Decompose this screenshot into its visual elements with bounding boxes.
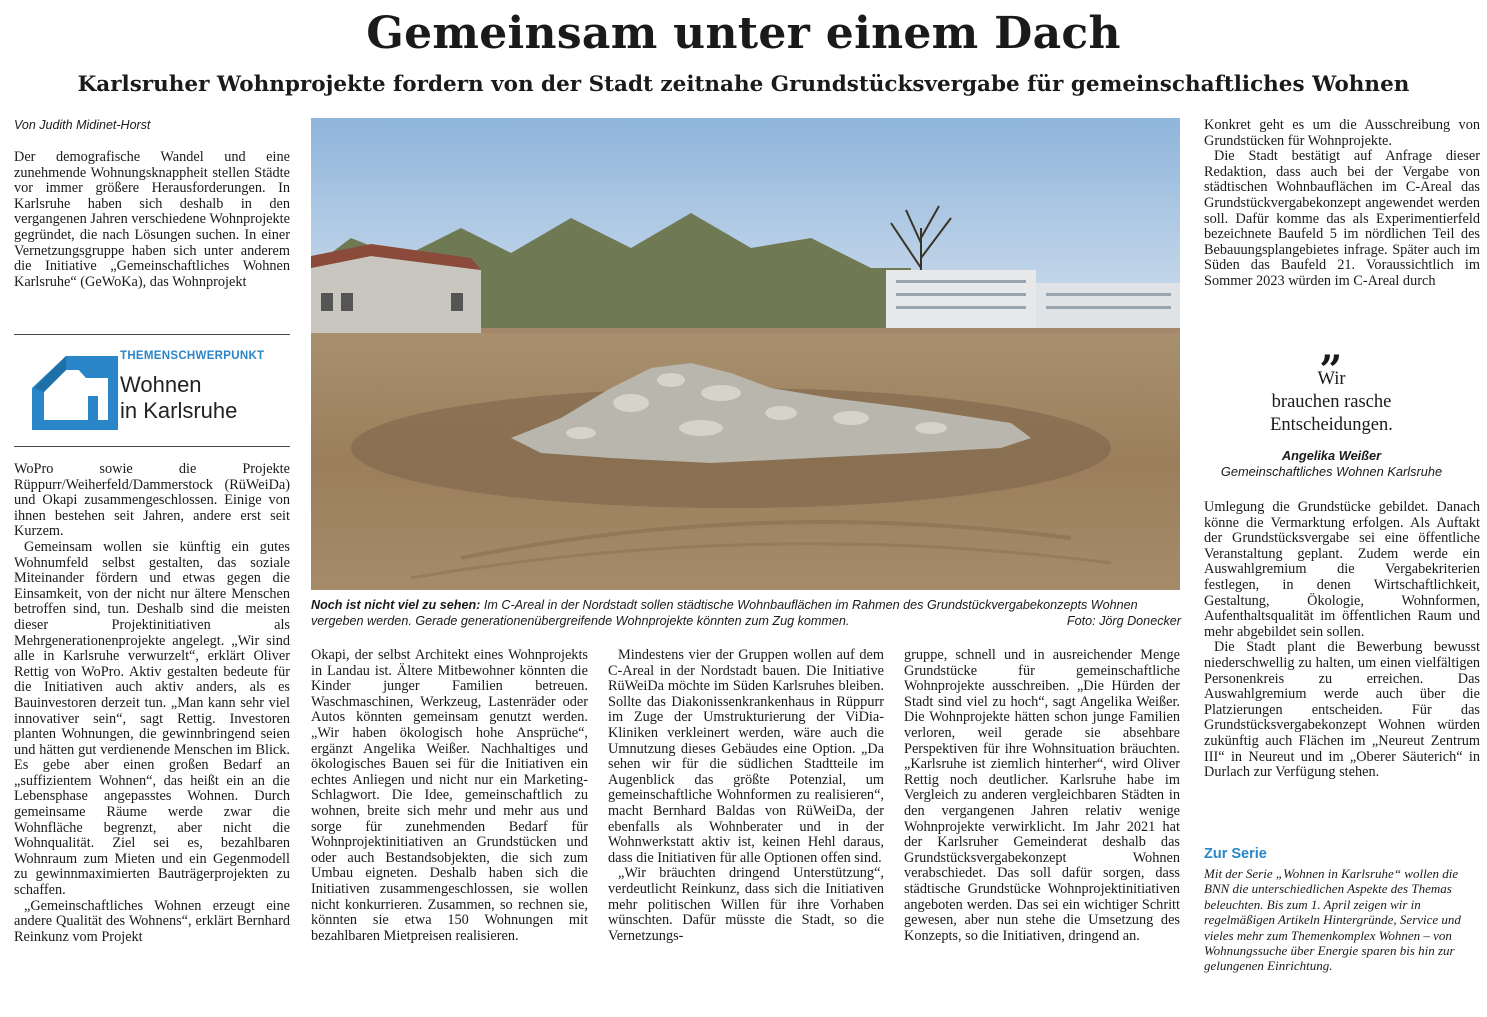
paragraph: Gemeinsam wollen sie künftig ein gutes Wohnumfeld selbst gestalten, das soziale Miteinander fördern und etwas gegen die Einsamkeit, von der nicht nur ältere Menschen betroffen sind, tun. Deshalb sind die meisten dieser Projektinitiativen als Mehrgenerationenprojekte angelegt. „Wir sind alle in Karlsruhe verwurzelt“, erklärt Oliver Rettig von WoPro. Aktiv gestalten bedeute für die Initiativen auch aktiv anders, als es Bauinvestoren derzeit tun. „Man kann sehr viel innovativer sein“, sagt Rettig. Investoren planten Wohnungen, die gewinnbringend seien und hätten gut verdienende Menschen im Blick. Es gebe aber einen großen Bedarf an „suffizientem Wohnen“, das heißt ein an die Lebensphase angepasstes Wohnen. Durch gemeinsame Räume werde zwar die Wohnfläche begrenzt, aber nicht die Wohnqualität. Ziel sei es, bezahlbaren Wohnraum zum Mieten und ein Gegenmodell zu gewinnmaximierten Bauträgerprojekten zu schaffen. (14, 538, 290, 899)
byline: Von Judith Midinet-Horst (14, 118, 151, 132)
paragraph: Mindestens vier der Gruppen wollen auf dem C-Areal in der Nordstadt bauen. Die Initiative RüWeiDa möchte im Süden Karlsruhes bleiben. Sollte das Diakonissenkrankenhaus in Rüppurr im Zuge der Umstrukturierung der ViDia-Kliniken verkleinert werden, wäre auch die Umnutzung dieses Gebäudes eine Option. „Da sehen wir für die südlichen Stadtteile im Augenblick das größte Potenzial, um gemeinschaftliche Wohnformen zu realisieren“, macht Bernhard Baldas von RüWeiDa, der ebenfalls als Wohnberater und in der Wohnwerkstatt aktiv ist, keinen Hehl daraus, dass die Initiativen für alle Optionen offen sind. (608, 647, 884, 866)
column-2 (311, 648, 588, 944)
paragraph: Die Stadt plant die Bewerbung bewusst niederschwellig zu halten, um einen vielfältigen Personenkreis zu erreichen. Das Auswahlgremium werde auch über die Platzierungen entscheiden. Für das Grundstücksvergabekonzept Wohnen würden zukünftig auch Flächen im „Neureut Zentrum III“ in Neureut und im „Oberer Säuterich“ in Durlach zur Verfügung stehen. (1204, 639, 1480, 781)
paragraph: Okapi, der selbst Architekt eines Wohnprojekts in Landau ist. Ältere Mitbewohner könnten die Kinder junger Familien betreuen. Waschmaschinen, Werkzeug, Lastenräder oder Autos könnten gemeinsam genutzt werden. „Wir haben ökologisch hohe Ansprüche“, ergänzt Angelika Weißer. Nachhaltiges und ökologisches Bauen sei für die Initiativen ein echtes Anliegen und nicht nur ein Marketing-Schlagwort. Die Idee, gemeinschaftlich zu wohnen, breite sich mehr und mehr aus und sorge für zunehmenden Bedarf für Wohnprojektinitiativen an Grundstücken und oder auch Bestandsobjekten, die sich zum Umbau eigneten. Deshalb haben sich die Initiativen zusammengeschlossen, sie wollen nicht konkurrieren. Zusammen, so rechnen sie, könnten sie etwa 150 Wohnungen mit bezahlbaren Mietpreisen realisieren. (311, 647, 588, 944)
quote-line: brauchen rasche (1271, 392, 1392, 412)
construction-site-photo (311, 118, 1180, 590)
photo-caption (311, 598, 1181, 629)
column-1-top (14, 150, 290, 290)
column-4 (904, 648, 1180, 944)
paragraph: Die Stadt bestätigt auf Anfrage dieser Redaktion, dass auch bei der Vergabe von städtischen Wohnbauflächen im C-Areal das Grundstückvergabekonzept angewendet werden soll. Dafür komme das als Experimentierfeld bezeichnete Baufeld 5 im nördlichen Teil des Bebauungsplangebietes infrage. Später auch im Süden das Baufeld 21. Voraussichtlich im Sommer 2023 würden im C-Areal durch (1204, 148, 1480, 289)
divider (14, 446, 290, 447)
paragraph: Konkret geht es um die Ausschreibung von Grundstücken für Wohnprojekte. (1204, 117, 1480, 149)
column-3 (608, 648, 884, 944)
theme-title-line: in Karlsruhe (120, 398, 238, 423)
quote-affiliation: Gemeinschaftliches Wohnen Karlsruhe (1220, 464, 1443, 479)
paragraph: „Wir bräuchten dringend Unterstützung“, verdeutlicht Reinkunz, dass sich die Initiativen mehr politischen Willen für ihre Vorhaben wünschten. Dafür müsste die Stadt, so die Vernetzungs- (608, 865, 884, 944)
quote-line: Wir (1317, 369, 1346, 389)
series-text: Mit der Serie „Wohnen in Karlsruhe“ wollen die BNN die unterschiedlichen Aspekte des Themas beleuchten. Bis zum 1. April zeigen wir in regelmäßigen Artikeln Hintergründe, Service und vieles mehr zum Themenkomplex Wohnen – von Wohnungssuche über Energie sparen bis hin zur gelungenen Einrichtung. (1204, 866, 1461, 974)
quote-mark: „ (1319, 324, 1343, 371)
house-icon (30, 348, 122, 434)
quote-line: Entscheidungen. (1270, 415, 1393, 435)
subheadline: Karlsruher Wohnprojekte fordern von der Stadt zeitnahe Grundstücksvergabe für gemeinschaftliches Wohnen (77, 72, 1410, 97)
series-title: Zur Serie (1204, 846, 1267, 862)
photo-credit: Foto: Jörg Donecker (1066, 613, 1181, 628)
headline: Gemeinsam unter einem Dach (366, 8, 1121, 59)
paragraph: „Gemeinschaftliches Wohnen erzeugt eine andere Qualität des Wohnens“, erklärt Bernhard Reinkunz vom Projekt (14, 897, 290, 945)
caption-text: Im C-Areal in der Nordstadt sollen städtische Wohnbauflächen im Rahmen des Grundstückvergabekonzepts Wohnen vergeben werden. Gerade generationenübergreifende Wohnprojekte könnten zum Zug kommen. (311, 598, 1138, 628)
column-5-top (1204, 118, 1480, 290)
article-photo (311, 118, 1180, 590)
divider (14, 334, 290, 335)
caption-lead: Noch ist nicht viel zu sehen: (311, 598, 481, 612)
column-1-bottom (14, 462, 290, 945)
theme-title (120, 372, 237, 424)
pull-quote (1184, 368, 1479, 437)
paragraph: WoPro sowie die Projekte Rüppurr/Weiherfeld/Dammerstock (RüWeiDa) und Okapi zusammengeschlossen. Einige von ihnen bestehen seit Jahren, andere erst seit Kurzem. (14, 461, 290, 540)
column-5-bottom (1204, 500, 1480, 781)
paragraph: Der demografische Wandel und eine zunehmende Wohnungsknappheit stellen Städte vor immer größere Herausforderungen. In Karlsruhe haben sich deshalb in den vergangenen Jahren verschiedene Wohnprojekte gegründet, die nach Lösungen suchen. In einer Vernetzungsgruppe haben sich unter anderem die Initiative „Gemeinschaftliches Wohnen Karlsruhe“ (GeWoKa), das Wohnprojekt (14, 149, 290, 290)
quote-author: Angelika Weißer (1281, 448, 1382, 463)
paragraph: Umlegung die Grundstücke gebildet. Danach könne die Vermarktung erfolgen. Als Auftakt der Grundstücksvergabe sei eine öffentliche Veranstaltung geplant. Zudem werde ein Auswahlgremium die Vergabekriterien festlegen, in denen Wirtschaftlichkeit, Gestaltung, Ökologie, Wohnformen, Aufenthaltsqualität im öffentlichen Raum und mehr abgebildet sein sollen. (1204, 499, 1480, 640)
paragraph: gruppe, schnell und in ausreichender Menge Grundstücke für gemeinschaftliche Wohnprojekte ausschreiben. „Die Hürden der Stadt sind viel zu hoch“, sagt Angelika Weißer. Die Wohnprojekte hätten schon junge Familien verloren, weil gerade sie absehbare Perspektiven für ihre Wohnsituation bräuchten. „Karlsruhe ist ziemlich hinterher“, wird Oliver Rettig noch deutlicher. Karlsruhe habe im Vergleich zu anderen vergleichbaren Städten in den vergangenen Jahren relativ wenige Wohnprojekte verwirklicht. Im Jahr 2021 hat der Karlsruher Gemeinderat deshalb das Grundstücksvergabekonzept Wohnen verabschiedet. Das soll dafür sorgen, dass städtische Grundstücke Wohnprojektinitiativen angeboten werden. Das sei ein wichtiger Schritt gewesen, aber nun stehe die Umsetzung des Konzepts, so die Initiativen, dringend an. (904, 647, 1180, 944)
theme-title-line: Wohnen (120, 372, 202, 397)
theme-label: THEMENSCHWERPUNKT (120, 350, 265, 362)
quote-attribution (1184, 448, 1479, 480)
